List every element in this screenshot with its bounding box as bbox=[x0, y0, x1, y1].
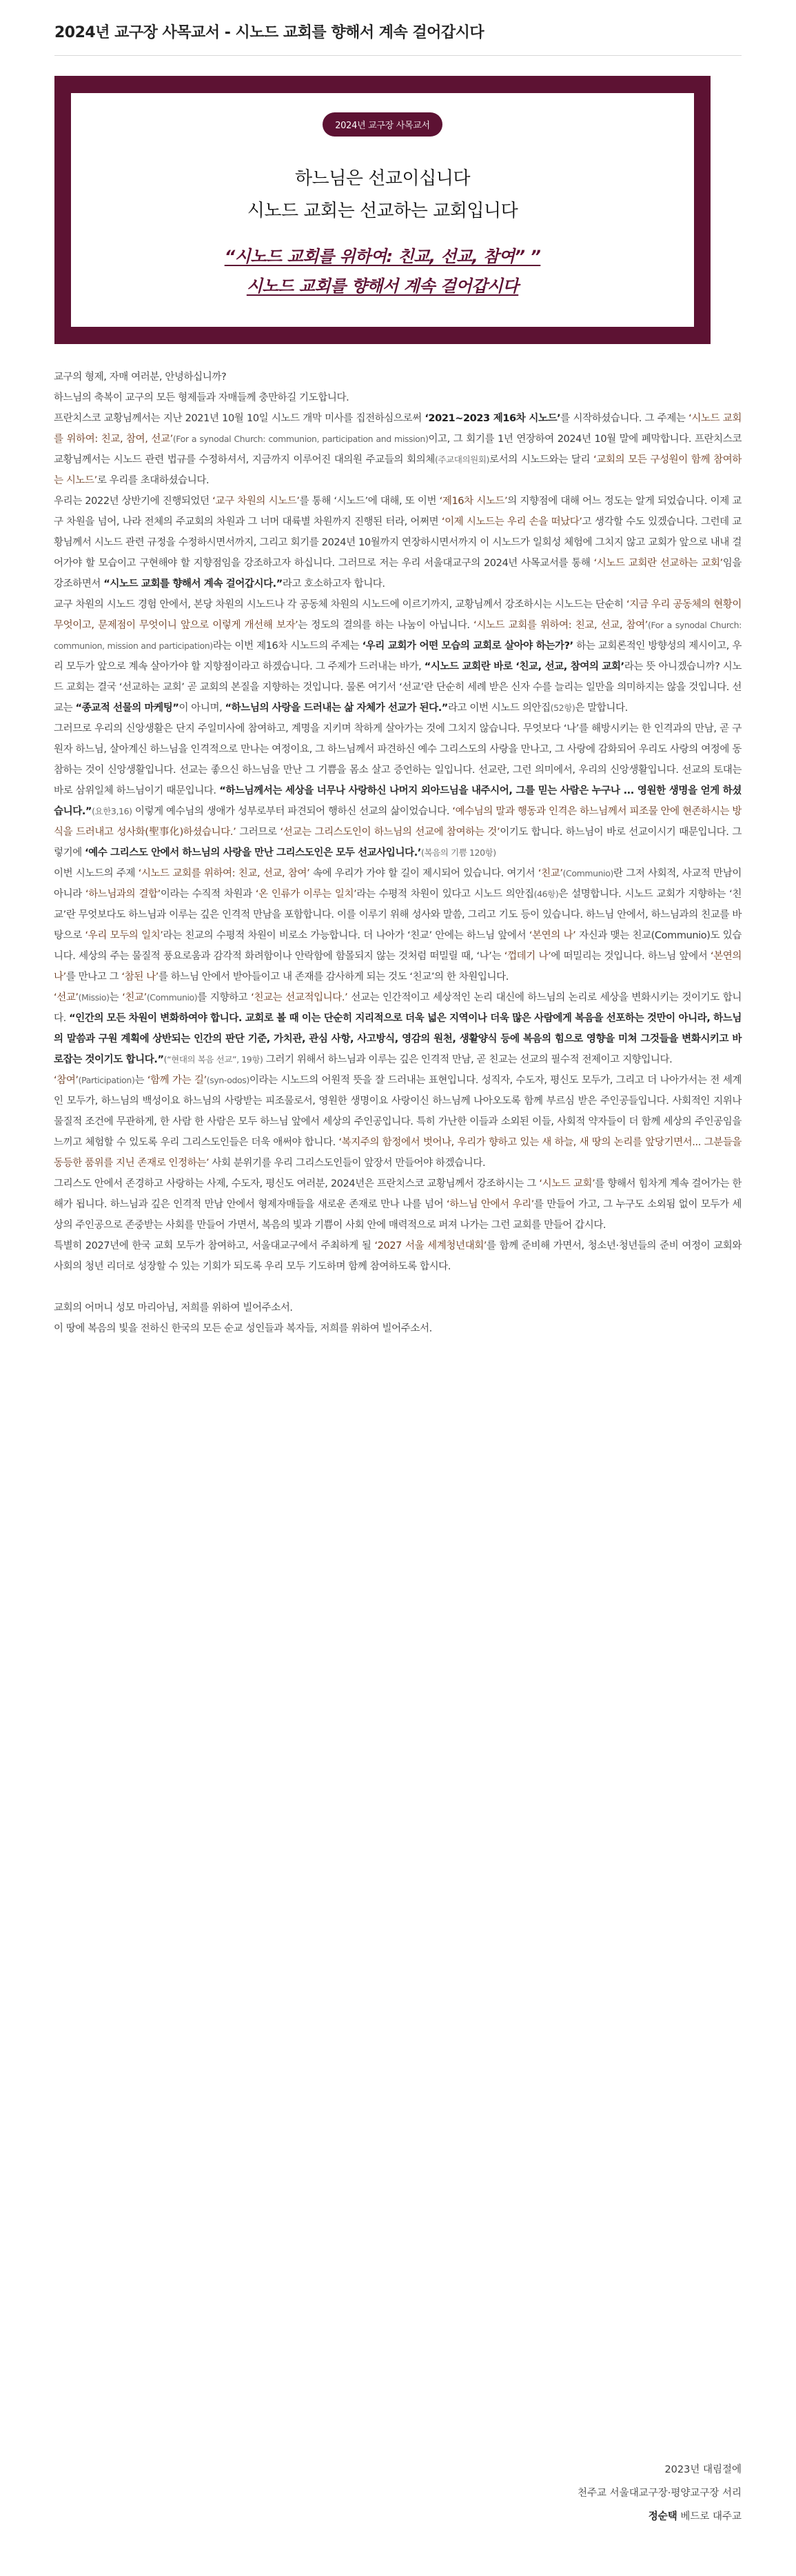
highlight: “하느님께서는 세상을 너무나 사랑하신 나머지 외아드님을 내주시어, 그를 믿는 사람은 누구나 ... 영원한 생명을 얻게 하셨습니다.” bbox=[54, 785, 742, 817]
hero-banner bbox=[54, 76, 711, 344]
highlight: ‘본연의 나’ bbox=[54, 951, 742, 983]
annotation: (Missio) bbox=[78, 992, 110, 1003]
text: 를 함께 준비해 가면서, 청소년·청년들의 준비 여정이 교회와 사회의 청년 리더로 성장할 수 있는 기회가 되도록 우리 모두 기도하며 함께 참여하도록 합시다. bbox=[54, 1240, 742, 1272]
highlight: ‘하느님 안에서 우리’ bbox=[447, 1199, 534, 1210]
paragraph-wyd-2027 bbox=[54, 1236, 742, 1277]
paragraph-communio bbox=[54, 863, 742, 987]
spacer bbox=[54, 1277, 742, 1298]
text: 로서의 시노드와는 달리 bbox=[489, 454, 594, 465]
text: 프란치스코 교황님께서는 지난 2021년 10월 10일 시노드 개막 미사를 집전하심으로써 bbox=[54, 413, 425, 424]
page-title: 2024년 교구장 사목교서 - 시노드 교회를 향해서 계속 걸어갑시다 bbox=[54, 24, 484, 41]
banner-theme-2 bbox=[71, 272, 694, 296]
title-divider bbox=[54, 55, 742, 56]
annotation: (46항) bbox=[533, 889, 559, 899]
highlight: ‘온 인류가 이루는 일치’ bbox=[255, 889, 357, 900]
text: 자신과 맺는 친교(Communio)도 있습니다. 세상의 주는 물질적 풍요로움과 감각적 화려함이나 안락함에 함몰되지 않는 것처럼 떠밀릴 때, ‘나’는 bbox=[54, 930, 742, 962]
text: 그러기 위해서 하느님과 이루는 깊은 인격적 만남, 곧 친교는 선교의 필수적 전제이고 지향입니다. bbox=[263, 1054, 673, 1065]
text: 를 통해 ‘시노드’에 대해, 또 이번 bbox=[299, 496, 440, 507]
text: 는 bbox=[109, 992, 123, 1003]
highlight: ‘시노드 교회를 위하여: 친교, 선교, 참여’ bbox=[473, 620, 648, 631]
text: 라고 호소하고자 합니다. bbox=[282, 578, 385, 590]
text: 임을 강조하면서 bbox=[54, 558, 742, 590]
highlight: ‘시노드 교회를 위하여: 친교, 선교, 참여’ bbox=[138, 868, 310, 879]
banner-heading-1: 하느님은 선교이십니다 bbox=[295, 168, 470, 189]
highlight: ‘친교’ bbox=[538, 868, 563, 879]
signature-date: 2023년 대림절에 bbox=[664, 2464, 742, 2475]
highlight: ‘예수 그리스도 안에서 하느님의 사랑을 만난 그리스도인은 모두 선교사입니다.’ bbox=[85, 847, 421, 858]
text: 이고, 그 회기를 1년 연장하여 2024년 10월 말에 폐막합니다. 프란치스코 교황님께서는 시노드 관련 법규를 수정하셔서, 지금까지 이루어진 대의원 주교들의 회의체 bbox=[54, 434, 742, 465]
text: 은 말합니다. bbox=[575, 703, 628, 714]
text: 를 만들어 가고, 그 누구도 소외됨 없이 모두가 세상의 주인공으로 존중받는 사회를 만들어 가면서, 복음의 빛과 기쁨이 사회 안에 매력적으로 퍼져 나가는 그런 교회를 만들어 갑시다. bbox=[54, 1199, 742, 1231]
highlight: ‘친교’ bbox=[122, 992, 147, 1003]
highlight: ‘교회의 모든 구성원이 함께 참여하는 시노드’ bbox=[54, 454, 742, 486]
text: 교구 차원의 시노드 경험 안에서, 본당 차원의 시노드나 각 공동체 차원의 시노드에 이르기까지, 교황님께서 강조하시는 시노드는 단순히 bbox=[54, 599, 627, 610]
highlight: ‘2021~2023 제16차 시노드’ bbox=[425, 413, 561, 424]
text: 은 설명합니다. 시노드 교회가 지향하는 ‘친교’란 무엇보다도 하느님과 이루는 깊은 인격적 만남을 포함합니다. 이를 이루기 위해 성사와 말씀, 그리고 기도 등이 있습니다. 하느님 안에서, 하느님과의 친교를 바탕으로 bbox=[54, 889, 742, 941]
highlight: “시노드 교회란 바로 ‘친교, 선교, 참여의 교회’ bbox=[424, 661, 624, 672]
highlight: ‘시노드 교회’ bbox=[539, 1178, 595, 1189]
highlight: ‘선교’ bbox=[54, 992, 79, 1003]
highlight: ‘하느님과의 결합’ bbox=[85, 889, 161, 900]
text: 로 우리를 초대하셨습니다. bbox=[96, 475, 210, 486]
text: 를 향해서 힘차게 계속 걸어가는 한 해가 됩니다. 하느님과 깊은 인격적 만남 안에서 형제자매들을 새로운 존재로 만나 나를 넘어 bbox=[54, 1178, 742, 1210]
signer-title: 베드로 대주교 bbox=[677, 2511, 742, 2522]
paragraph-faith-life bbox=[54, 718, 742, 863]
annotation: (Communio) bbox=[146, 992, 198, 1003]
annotation: (“현대의 복음 선교”, 19항) bbox=[163, 1054, 263, 1065]
highlight: ‘참된 나’ bbox=[121, 972, 159, 983]
text: 를 만나고 그 bbox=[65, 972, 122, 983]
highlight: ‘참여’ bbox=[54, 1075, 79, 1086]
text: 이기도 합니다. 하느님이 바로 선교이시기 때문입니다. 그렇기에 bbox=[54, 827, 742, 858]
text: 는 정도의 결의를 하는 나눔이 아닙니다. bbox=[298, 620, 474, 631]
signature-signer bbox=[578, 2505, 742, 2528]
text: 를 하느님 안에서 받아들이고 내 존재를 감사하게 되는 것도 ‘친교’의 한 차원입니다. bbox=[158, 972, 509, 983]
highlight: ‘복지주의 함정에서 벗어나, 우리가 향하고 있는 새 하늘, 새 땅의 논리를 앞당기면서... 그분들을 동등한 품위를 지닌 존재로 인정하는’ bbox=[54, 1137, 742, 1169]
text: 특별히 2027년에 한국 교회 모두가 참여하고, 서울대교구에서 주최하게 될 bbox=[54, 1240, 375, 1251]
text: 라는 뜻 아니겠습니까? 시노드 교회는 결국 ‘선교하는 교회’ 곧 교회의 본질을 지향하는 것입니다. 물론 여기서 ‘선교’란 단순히 세례 받은 신자 수를 늘리는 일만을 의미하지는 않을 것입니다. 선교는 bbox=[54, 661, 742, 714]
text: 이 아니며, bbox=[178, 703, 225, 714]
text: 의 지향점에 대해 어느 정도는 알게 되었습니다. 이제 교구 차원을 넘어, 나라 전체의 주교회의 차원과 그 너머 대륙별 차원까지 진행된 터라, 어쩌면 bbox=[54, 496, 742, 527]
annotation: (복음의 기쁨 120항) bbox=[420, 847, 496, 858]
annotation: (요한3,16) bbox=[92, 806, 132, 816]
annotation: (Communio) bbox=[562, 868, 613, 878]
paragraph-participation bbox=[54, 1070, 742, 1174]
text: 를 지향하고 bbox=[197, 992, 252, 1003]
annotation: (For a synodal Church: communion, mission and participation) bbox=[54, 620, 742, 651]
annotation: (For a synodal Church: communion, participation and mission) bbox=[172, 434, 429, 444]
text: 이라는 수직적 차원과 bbox=[160, 889, 256, 900]
highlight: ‘친교는 선교적입니다.’ bbox=[251, 992, 348, 1003]
text: 속에 우리가 가야 할 길이 제시되어 있습니다. 여기서 bbox=[309, 868, 538, 879]
prayer-line-1: 교회의 어머니 성모 마리아님, 저희를 위하여 빌어주소서. bbox=[54, 1302, 293, 1314]
text: 하는 교회론적인 방향성의 제시이고, 우리 모두가 앞으로 계속 살아가야 할 지향점이라고 하겠습니다. 그 주제가 드러내는 바가, bbox=[54, 641, 742, 672]
letter-body bbox=[54, 367, 742, 1339]
signature-block bbox=[578, 2458, 742, 2528]
highlight: ‘선교는 그리스도인이 하느님의 선교에 참여하는 것’ bbox=[280, 827, 500, 838]
text: 그러므로 우리의 신앙생활은 단지 주일미사에 참여하고, 계명을 지키며 착하게 살아가는 것에 그치지 않습니다. 무엇보다 ‘나’를 해방시키는 한 인격과의 만남, 곧 구원자 하느님, 살아계신 하느님을 인격적으로 만나는 여정이요, 그 하느님께서 파견하신 예수 그리스도의 사랑을 만나고, 그 사랑에 감화되어 우리도 사랑의 여정에 동참하는 것이 신앙생활입니다. 선교는 좋으신 하느님을 만난 그 기쁨을 몸소 살고 증언하는 일입니다. 선교란, 그런 의미에서, 우리의 신앙생활입니다. 선교의 토대는 바로 삼위일체 하느님이기 때문입니다. bbox=[54, 723, 742, 796]
text: 이렇게 예수님의 생애가 성부로부터 파견되어 행하신 선교의 삶이었습니다. bbox=[132, 806, 453, 817]
highlight: ‘교구 차원의 시노드’ bbox=[212, 496, 300, 507]
highlight: “하느님의 사랑을 드러내는 삶 자체가 선교가 된다.” bbox=[225, 703, 448, 714]
banner-theme-2-text: 시노드 교회를 향해서 계속 걸어갑시다 bbox=[246, 276, 519, 296]
text: 는 bbox=[134, 1075, 147, 1086]
text: 라는 수평적 차원이 있다고 시노드 의안집 bbox=[356, 889, 534, 900]
banner-theme-1-text: “시노드 교회를 위하여: 친교, 선교, 참여” ” bbox=[224, 247, 541, 266]
text: 사회 분위기를 우리 그리스도인들이 앞장서 만들어야 하겠습니다. bbox=[209, 1158, 486, 1169]
highlight: ‘2027 서울 세계청년대회’ bbox=[374, 1240, 487, 1251]
banner-theme-1 bbox=[71, 243, 694, 267]
paragraph-missio bbox=[54, 987, 742, 1070]
text: 그러므로 bbox=[236, 827, 280, 838]
text: 라고 이번 시노드 의안집 bbox=[447, 703, 551, 714]
paragraph-synod-intro bbox=[54, 408, 742, 491]
banner-card bbox=[71, 93, 694, 327]
text: 이번 시노드의 주제 bbox=[54, 868, 139, 879]
highlight: ‘우리 모두의 일치’ bbox=[85, 930, 163, 941]
highlight: ‘제16차 시노드’ bbox=[439, 496, 508, 507]
highlight: ‘이제 시노드는 우리 손을 떠났다’ bbox=[441, 516, 582, 527]
paragraph-mission-church bbox=[54, 594, 742, 718]
signature-organization: 천주교 서울대교구장·평양교구장 서리 bbox=[578, 2488, 742, 2499]
highlight: ‘본연의 나’ bbox=[529, 930, 576, 941]
text: 고 생각할 수도 있겠습니다. 그런데 교황님께서 시노드 관련 규정을 수정하시면서까지, 그리고 회기를 2024년 10월까지 연장하시면서까지 이 시노드가 일회성 체험에 그치지 않고 교회가 앞으로 내내 걸어가야 할 모습이고 구현해야 할 지향점임을 강조하고자 하십니다. 그러므로 저는 우리 서울대교구의 2024년 사목교서를 통해 bbox=[54, 516, 742, 569]
highlight: ‘껍데기 나’ bbox=[504, 951, 551, 962]
text: 를 시작하셨습니다. 그 주제는 bbox=[560, 413, 689, 424]
text: 그리스도 안에서 존경하고 사랑하는 사제, 수도자, 평신도 여러분, 2024년은 프란치스코 교황님께서 강조하시는 그 bbox=[54, 1178, 540, 1189]
banner-tag: 2024년 교구장 사목교서 bbox=[323, 112, 442, 137]
paragraph-blessing: 하느님의 축복이 교구의 모든 형제들과 자매들께 충만하길 기도합니다. bbox=[54, 392, 349, 403]
highlight: ‘함께 가는 길’ bbox=[147, 1075, 207, 1086]
prayer-line-2: 이 땅에 복음의 빛을 전하신 한국의 모든 순교 성인들과 복자들, 저희를 위하여 빌어주소서. bbox=[54, 1323, 432, 1334]
paragraph-diocesan-synod bbox=[54, 491, 742, 594]
text: 에 떠밀리는 것입니다. 하느님 앞에서 bbox=[551, 951, 711, 962]
highlight: “인간의 모든 차원이 변화하여야 합니다. 교회로 볼 때 이는 단순히 지리적으로 더욱 넓은 지역이나 더욱 많은 사람에게 복음을 선포하는 것만이 아니라, 하느님의 말씀과 구원 계획에 상반되는 인간의 판단 기준, 가치관, 관심 사항, 사고방식, 영감의 원천, 생활양식 등에 복음의 힘으로 영향을 미쳐 그것들을 변화시키고 바로잡는 것이기도 합니다.” bbox=[54, 1013, 742, 1065]
annotation: (Participation) bbox=[78, 1075, 135, 1085]
highlight: ‘지금 우리 공동체의 현황이 무엇이고, 문제점이 무엇이니 앞으로 이렇게 개선해 보자’ bbox=[54, 599, 742, 631]
text: 우리는 2022년 상반기에 진행되었던 bbox=[54, 496, 213, 507]
annotation: (syn-odos) bbox=[206, 1075, 249, 1085]
signer-name: 정순택 bbox=[648, 2511, 677, 2522]
paragraph-exhortation bbox=[54, 1174, 742, 1236]
text: 라는 이번 제16차 시노드의 주제는 bbox=[212, 641, 363, 652]
text: 선교는 인간적이고 세상적인 논리 대신에 하느님의 논리로 세상을 변화시키는 것이기도 합니다. bbox=[54, 992, 742, 1024]
annotation: (52항) bbox=[550, 703, 575, 713]
banner-heading-2: 시노드 교회는 선교하는 교회입니다 bbox=[247, 201, 518, 221]
paragraph-greeting: 교구의 형제, 자매 여러분, 안녕하십니까? bbox=[54, 372, 227, 383]
annotation: (주교대의원회) bbox=[434, 454, 489, 465]
highlight: ‘예수님의 말과 행동과 인격은 하느님께서 피조물 안에 현존하시는 방식을 드러내고 성사화(聖事化)하셨습니다.’ bbox=[54, 806, 742, 838]
text: 라는 친교의 수평적 차원이 비로소 가능합니다. 더 나아가 ‘친교’ 안에는 하느님 앞에서 bbox=[163, 930, 529, 941]
highlight: ‘우리 교회가 어떤 모습의 교회로 살아야 하는가?’ bbox=[362, 641, 573, 652]
text: 이라는 시노드의 어원적 뜻을 잘 드러내는 표현입니다. 성직자, 수도자, 평신도 모두가, 그리고 더 나아가서는 전 세계인 모두가, 하느님의 백성이요 하느님의 사랑받는 피조물로서, 영원한 생명이요 사랑이신 하느님께 나아오도록 함께 부르심 받은 주인공들입니다. 사회적인 지위나 물질적 조건에 무관하게, 한 사람 한 사람은 모두 하느님 앞에서 세상의 주인공입니다. 특히 가난한 이들과 소외된 이들, 사회적 약자들이 더 함께 세상의 주인공임을 느끼고 체험할 수 있도록 우리 그리스도인들은 더욱 애써야 합니다. bbox=[54, 1075, 742, 1148]
highlight: “종교적 선물의 마케팅” bbox=[75, 703, 179, 714]
text: 란 그저 사회적, 사교적 만남이 아니라 bbox=[54, 868, 742, 900]
highlight: ‘시노드 교회란 선교하는 교회’ bbox=[593, 558, 723, 569]
highlight: ‘시노드 교회를 위하여: 친교, 참여, 선교’ bbox=[54, 413, 742, 445]
highlight: “시노드 교회를 향해서 계속 걸어갑시다.” bbox=[103, 578, 283, 590]
